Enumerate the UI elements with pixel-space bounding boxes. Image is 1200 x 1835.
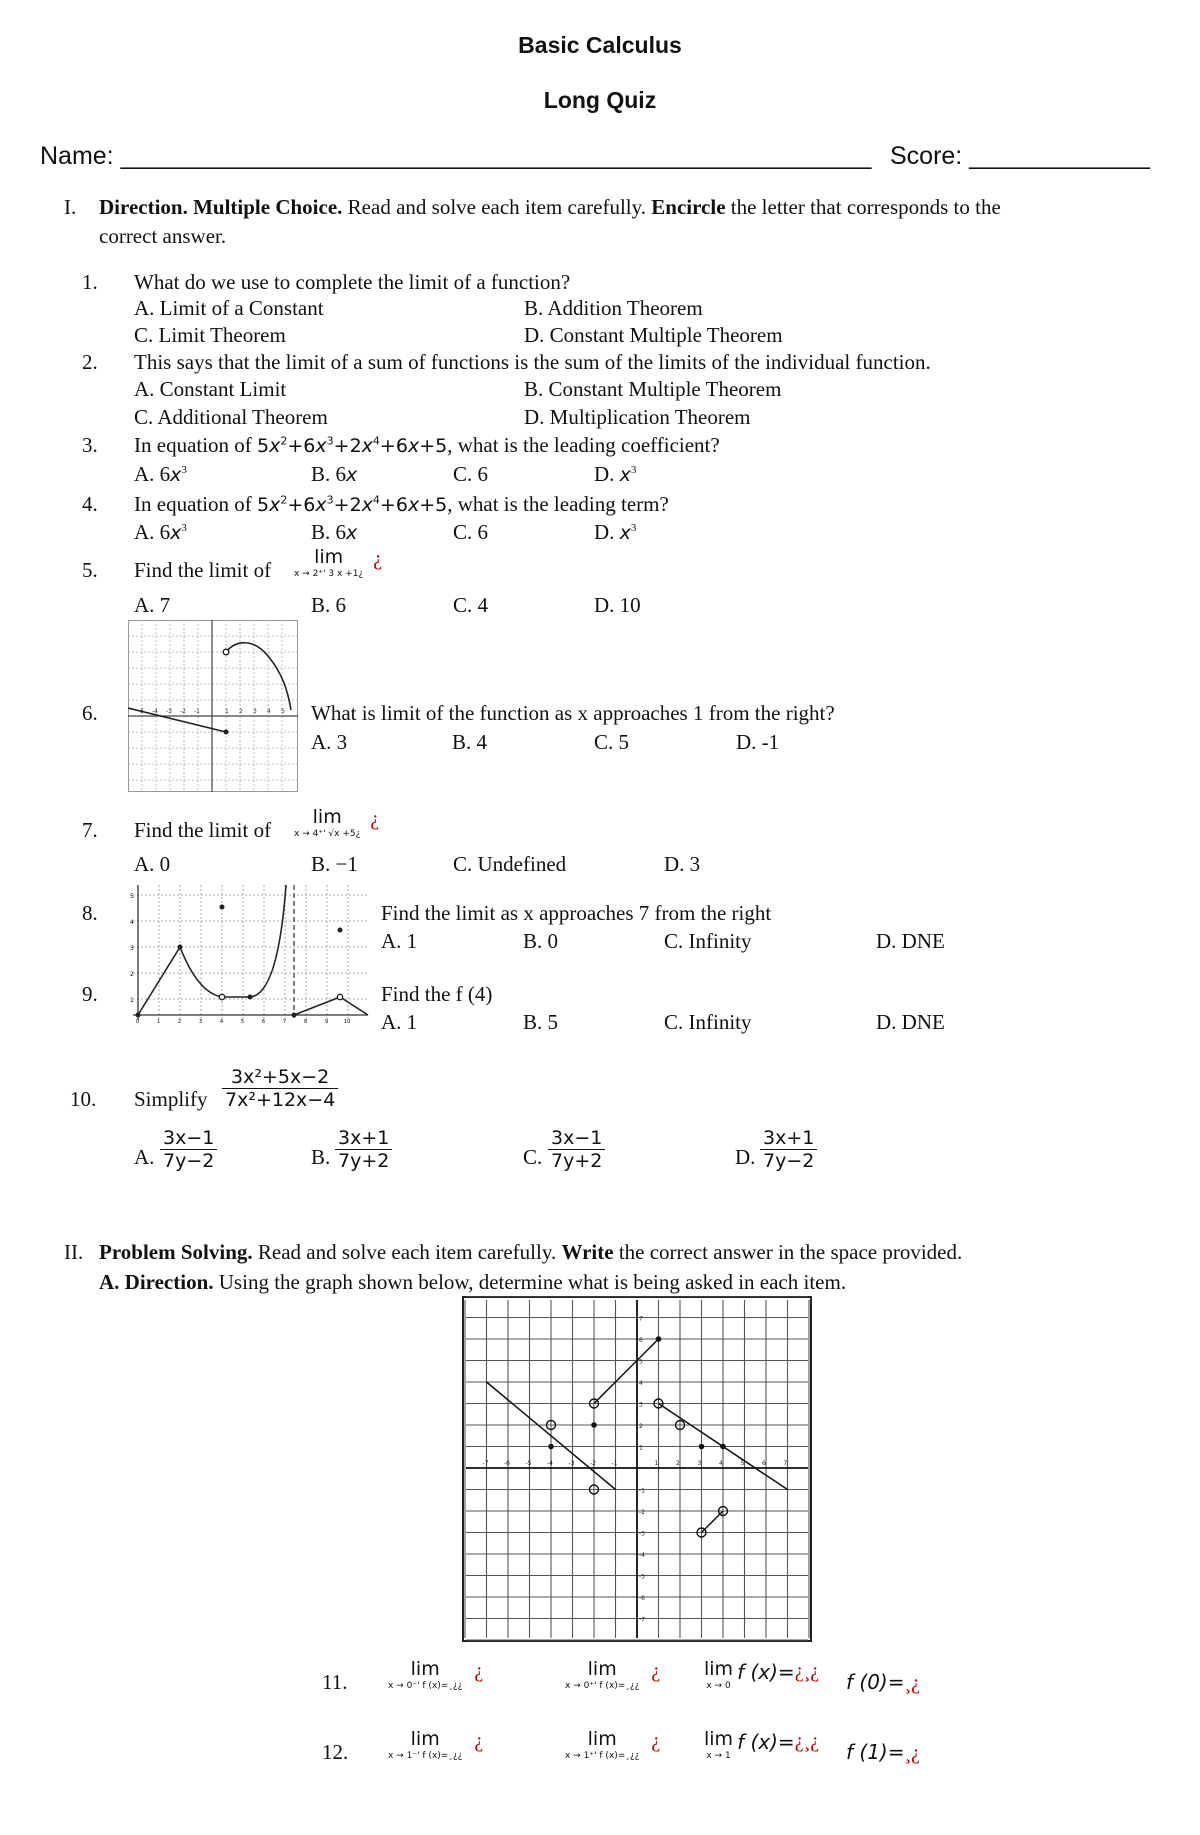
q3-text-pre: In equation of [134, 433, 258, 457]
q7-limit-expression: lim x → 4⁺' √x +5¿ ¿ [294, 806, 380, 839]
q3-choice-b[interactable]: B. 6x [311, 462, 358, 486]
q8-choice-b[interactable]: B. 0 [523, 929, 559, 953]
quiz-subject-title: Basic Calculus [518, 32, 682, 58]
q5-choice-c[interactable]: C. 4 [453, 593, 489, 617]
q1-choice-b[interactable]: B. Addition Theorem [524, 296, 703, 320]
svg-text:2: 2 [178, 1019, 182, 1025]
q2-text: This says that the limit of a sum of functions is the sum of the limits of the individual function. [134, 350, 931, 374]
q6-graph [128, 620, 298, 792]
q12-function-value[interactable]: f (1)=¸¿ [846, 1740, 921, 1764]
part1-direction-text: Read and solve each item carefully. [342, 195, 652, 219]
y-tick-label: 3 [639, 1401, 643, 1409]
score-field[interactable]: Score: _____________ [890, 142, 1150, 170]
q6-choice-b[interactable]: B. 4 [452, 730, 488, 754]
x-tick-label: 5 [740, 1460, 745, 1467]
q7-choice-a[interactable]: A. 0 [134, 852, 171, 876]
svg-text:3: 3 [253, 708, 257, 715]
svg-text:3: 3 [199, 1019, 203, 1025]
part2-direction: Problem Solving. Read and solve each item carefully. Write the correct answer in the space provided. [99, 1240, 963, 1264]
q4-choice-c[interactable]: C. 6 [453, 520, 489, 544]
q11-two-sided-limit[interactable]: lim x → 0 f (x)=¿¸¿ [704, 1658, 820, 1691]
q9-choice-c[interactable]: C. Infinity [664, 1010, 752, 1034]
svg-text:7: 7 [283, 1019, 287, 1025]
svg-text:2: 2 [130, 971, 134, 978]
q4-text-pre: In equation of [134, 492, 258, 516]
q9-choice-b[interactable]: B. 5 [523, 1010, 559, 1034]
q11-number: 11. [322, 1670, 348, 1694]
q8-choice-c[interactable]: C. Infinity [664, 929, 752, 953]
q2-choice-c[interactable]: C. Additional Theorem [134, 405, 328, 429]
y-tick-label: 2 [639, 1423, 643, 1430]
part1-direction-bold: Direction. Multiple Choice. [99, 195, 343, 219]
q1-choice-c[interactable]: C. Limit Theorem [134, 323, 286, 347]
x-tick-label: -4 [547, 1460, 553, 1467]
q9-text: Find the f (4) [381, 982, 493, 1006]
svg-text:-3: -3 [166, 708, 172, 715]
part2-subdirection: A. Direction. Using the graph shown below, determine what is being asked in each item. [99, 1270, 847, 1294]
piecewise-graph [462, 1296, 812, 1642]
q4-choice-a[interactable]: A. $6x^3$ [134, 520, 187, 544]
svg-text:5: 5 [281, 708, 285, 715]
q4-text-post: , what is the leading term? [447, 492, 669, 516]
svg-text:5: 5 [241, 1019, 245, 1025]
q8-text: Find the limit as x approaches 7 from the right [381, 901, 772, 925]
q1-choice-d[interactable]: D. Constant Multiple Theorem [524, 323, 783, 347]
q11-right-limit[interactable]: lim x → 0⁺' f (x)=¸¿¿ ¿ [565, 1658, 661, 1691]
q5-choice-a[interactable]: A. 7 [134, 593, 171, 617]
q10-choice-d[interactable]: $\frac{3x+1}{7y-2}$ [760, 1127, 817, 1172]
svg-text:1: 1 [225, 708, 229, 715]
x-tick-label: 4 [719, 1460, 723, 1467]
q10-choice-c-label[interactable]: C. [523, 1145, 543, 1169]
q4-number: 4. [82, 492, 98, 516]
q5-choice-b[interactable]: B. 6 [311, 593, 347, 617]
q4-text [134, 492, 669, 517]
q7-number: 7. [82, 818, 98, 842]
svg-text:10: 10 [344, 1019, 351, 1025]
q9-choice-d[interactable]: D. DNE [876, 1010, 945, 1034]
closed-point [656, 1336, 662, 1342]
q10-choice-a[interactable]: $\frac{3x-1}{7y-2}$ [160, 1127, 217, 1172]
x-tick-label: 6 [762, 1460, 766, 1467]
y-tick-label: -2 [639, 1509, 645, 1516]
closed-point [591, 1422, 597, 1428]
q6-text: What is limit of the function as x approaches 1 from the right? [311, 701, 835, 725]
q3-choice-c[interactable]: C. 6 [453, 462, 489, 486]
x-tick-label: -1 [611, 1460, 618, 1467]
q6-choice-a[interactable]: A. 3 [311, 730, 348, 754]
svg-text:6: 6 [262, 1019, 266, 1025]
x-tick-label: 1 [654, 1460, 659, 1467]
svg-text:1: 1 [130, 997, 134, 1004]
q4-choice-b[interactable]: B. 6x [311, 520, 358, 544]
q10-choice-b[interactable]: $\frac{3x+1}{7y+2}$ [335, 1127, 392, 1172]
svg-text:3: 3 [130, 945, 134, 952]
x-tick-label: -5 [525, 1460, 532, 1467]
q12-right-limit[interactable]: lim x → 1⁺' f (x)=¸¿¿ ¿ [565, 1728, 661, 1761]
q10-choice-a-label[interactable]: A. [134, 1145, 155, 1169]
part1-encircle: Encircle [651, 195, 726, 219]
q8-choice-d[interactable]: D. DNE [876, 929, 945, 953]
q10-expression: $\frac{\text{3x²+5x−2}}{\text{7x²+12x−4}}$ [222, 1066, 338, 1111]
q2-number: 2. [82, 350, 98, 374]
q2-choice-b[interactable]: B. Constant Multiple Theorem [524, 377, 782, 401]
q7-choice-b[interactable]: B. −1 [311, 852, 358, 876]
q10-number: 10. [70, 1087, 97, 1111]
y-tick-label: -3 [639, 1530, 645, 1538]
q6-choice-c[interactable]: C. 5 [594, 730, 630, 754]
q1-choice-a[interactable]: A. Limit of a Constant [134, 296, 324, 320]
closed-point [720, 1444, 726, 1450]
q12-left-limit[interactable]: lim x → 1⁻' f (x)=¸¿¿ ¿ [388, 1728, 484, 1761]
svg-text:9: 9 [325, 1019, 329, 1025]
part1-direction-text2: the letter that corresponds to the [725, 195, 1001, 219]
q11-left-limit[interactable]: lim x → 0⁻' f (x)=¸¿¿ ¿ [388, 1658, 484, 1691]
q3-choice-a[interactable]: A. $6x^3$ [134, 462, 187, 486]
svg-text:4: 4 [220, 1019, 224, 1025]
q1-number: 1. [82, 270, 98, 294]
q6-choice-d[interactable]: D. -1 [736, 730, 780, 754]
name-field[interactable]: Name: ______________________________________________________ [40, 142, 872, 170]
part1-direction-line2: correct answer. [99, 224, 227, 248]
y-tick-label: -7 [639, 1616, 645, 1624]
x-tick-label: -2 [590, 1460, 596, 1467]
y-tick-label: 4 [639, 1380, 643, 1387]
svg-text:5: 5 [130, 893, 134, 900]
svg-text:2: 2 [239, 708, 243, 715]
q10-text: Simplify [134, 1087, 208, 1111]
q5-text: Find the limit of [134, 558, 272, 582]
svg-text:-4: -4 [152, 708, 158, 715]
svg-text:8: 8 [304, 1019, 308, 1025]
y-tick-label: 7 [639, 1315, 643, 1323]
quiz-type-title: Long Quiz [543, 87, 657, 113]
q9-choice-a[interactable]: A. 1 [381, 1010, 418, 1034]
q5-limit-expression: lim x → 2⁺' 3 x +1¿ ¿ [294, 546, 383, 579]
q10-choice-c[interactable]: $\frac{3x-1}{7y+2}$ [548, 1127, 605, 1172]
svg-text:4: 4 [130, 919, 134, 926]
x-tick-label: 3 [697, 1460, 702, 1467]
q3-text [134, 433, 720, 458]
q9-number: 9. [82, 982, 98, 1006]
y-tick-label: -1 [639, 1487, 645, 1495]
q12-two-sided-limit[interactable]: lim x → 1 f (x)=¿¸¿ [704, 1728, 820, 1761]
closed-point [699, 1444, 705, 1450]
q4-polynomial: $5x^2+6x^3+2x^4+6x+5$ [257, 493, 448, 516]
y-tick-label: -5 [639, 1573, 645, 1581]
q2-choice-a[interactable]: A. Constant Limit [134, 377, 287, 401]
svg-text:-2: -2 [180, 708, 186, 715]
svg-text:1: 1 [157, 1019, 161, 1025]
part2-number: II. [64, 1240, 84, 1264]
svg-text:-1: -1 [194, 708, 200, 715]
part1-direction [99, 195, 1001, 220]
q8-q9-graph [128, 885, 370, 1025]
q7-choice-d[interactable]: D. 3 [664, 852, 701, 876]
closed-point [548, 1444, 554, 1450]
q8-number: 8. [82, 901, 98, 925]
q3-polynomial: $5x^2+6x^3+2x^4+6x+5$ [257, 434, 448, 457]
q7-choice-c[interactable]: C. Undefined [453, 852, 567, 876]
x-tick-label: 2 [676, 1460, 680, 1467]
q11-function-value[interactable]: f (0)=¸¿ [846, 1670, 921, 1694]
q3-text-post: , what is the leading coefficient? [447, 433, 720, 457]
q6-number: 6. [82, 701, 98, 725]
y-tick-label: 1 [639, 1444, 643, 1452]
q4-choice-d[interactable]: D. $x^3$ [594, 520, 637, 544]
q8-choice-a[interactable]: A. 1 [381, 929, 418, 953]
x-tick-label: -6 [504, 1460, 510, 1467]
q5-number: 5. [82, 558, 98, 582]
svg-text:0: 0 [136, 1019, 140, 1025]
y-tick-label: 6 [639, 1337, 643, 1344]
y-tick-label: -6 [639, 1595, 645, 1602]
svg-text:4: 4 [267, 708, 271, 715]
q2-choice-d[interactable]: D. Multiplication Theorem [524, 405, 751, 429]
q5-choice-d[interactable]: D. 10 [594, 593, 641, 617]
y-tick-label: -4 [639, 1552, 645, 1559]
q7-text: Find the limit of [134, 818, 272, 842]
q3-choice-d[interactable]: D. $x^3$ [594, 462, 637, 486]
q10-choice-b-label[interactable]: B. [311, 1145, 331, 1169]
part1-number: I. [64, 195, 77, 219]
x-tick-label: 7 [783, 1460, 788, 1467]
q3-number: 3. [82, 433, 98, 457]
y-tick-label: 5 [639, 1358, 643, 1366]
q1-text: What do we use to complete the limit of a function? [134, 270, 571, 294]
q10-choice-d-label[interactable]: D. [735, 1145, 756, 1169]
q12-number: 12. [322, 1740, 349, 1764]
x-tick-label: -7 [482, 1460, 489, 1467]
x-tick-label: -3 [568, 1460, 575, 1467]
